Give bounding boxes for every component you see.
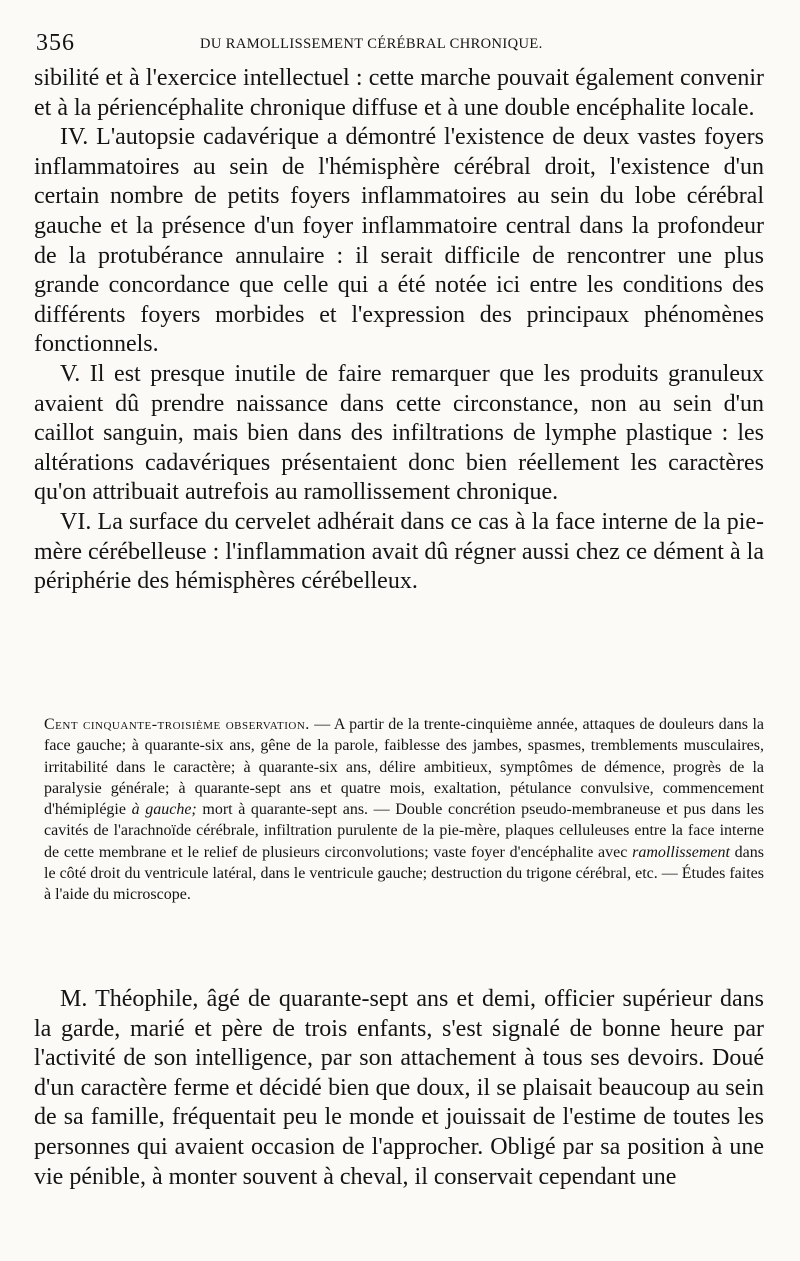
observation-title: Cent cinquante-troisième observation. — [44, 716, 310, 733]
main-text — [34, 64, 764, 597]
observation-text-3: dans le côté droit du ventricule latéral, dans le ventricule gauche; destruction du trigone cérébral, etc. — Études faites à l'aide du microscope. — [44, 843, 765, 904]
page-number: 356 — [36, 30, 75, 56]
page-header — [36, 30, 756, 60]
paragraph-case: M. Théophile, âgé de quarante-sept ans et demi, officier supérieur dans la garde, marié et père de trois enfants, s'est signalé de bonne heure par l'activité de son intelligence, par son attachement à tous ses devoirs. Doué d'un caractère ferme et décidé bien que doux, il se plaisait beaucoup au sein de sa famille, fréquentait peu le monde et jouissait de l'estime de toutes les personnes qui avaient occasion de l'approcher. Obligé par sa position à une vie pénible, à monter souvent à cheval, il conservait cependant une — [34, 986, 764, 1190]
observation-text-2: mort à quarante-sept ans. — Double concrétion pseudo-membraneuse et pus dans les cavités de l'arachnoïde cérébrale, infiltration purulente de la pie-mère, plaques celluleuses entre la face interne de cette membrane et le relief de plusieurs circonvolutions; vaste foyer d'encéphalite avec — [44, 801, 765, 861]
paragraph-iv: IV. L'autopsie cadavérique a démontré l'existence de deux vastes foyers inflammatoires au sein de l'hémisphère cérébral droit, l'existence d'un certain nombre de petits foyers inflammatoires au sein du lobe cérébral gauche et la présence d'un foyer inflammatoire central dans la profondeur de la protubérance annulaire : il serait difficile de rencontrer une plus grande concordance que celle qui a été notée ici entre les conditions des différents foyers morbides et l'expression des principaux phénomènes fonctionnels. — [34, 124, 764, 358]
running-head: DU RAMOLLISSEMENT CÉRÉBRAL CHRONIQUE. — [200, 36, 543, 52]
paragraph-continuation: sibilité et à l'exercice intellectuel : cette marche pouvait également convenir et à la périencéphalite chronique diffuse et à une double encéphalite locale. — [34, 65, 764, 121]
paragraph-v: V. Il est presque inutile de faire remarquer que les produits granuleux avaient dû prendre naissance dans cette circonstance, non au sein d'un caillot sanguin, mais bien dans des infiltrations de lymphe plastique : les altérations cadavériques présentaient donc bien réellement les caractères qu'on attribuait autrefois au ramollissement chronique. — [34, 360, 764, 506]
paragraph-vi: VI. La surface du cervelet adhérait dans ce cas à la face interne de la pie-mère cérébelleuse : l'inflammation avait dû régner aussi chez ce dément à la périphérie des hémisphères cérébelleux. — [34, 508, 764, 595]
observation-italic-2: ramollissement — [632, 843, 730, 861]
case-text — [34, 985, 764, 1192]
observation-text-1: — A partir de la trente-cinquième année, attaques de douleurs dans la face gauche; à quarante-six ans, gêne de la parole, faiblesse des jambes, spasmes, tremblements musculaires, irritabilité dans le caractère; à quarante-six ans, délire ambitieux, symptômes de démence, progrès de la paralysie générale; à quarante-sept ans et quatre mois, exaltation, pétulance convulsive, commencement d'hémiplégie — [44, 716, 764, 819]
observation-italic-1: à gauche; — [131, 801, 197, 819]
observation-summary — [44, 714, 764, 906]
